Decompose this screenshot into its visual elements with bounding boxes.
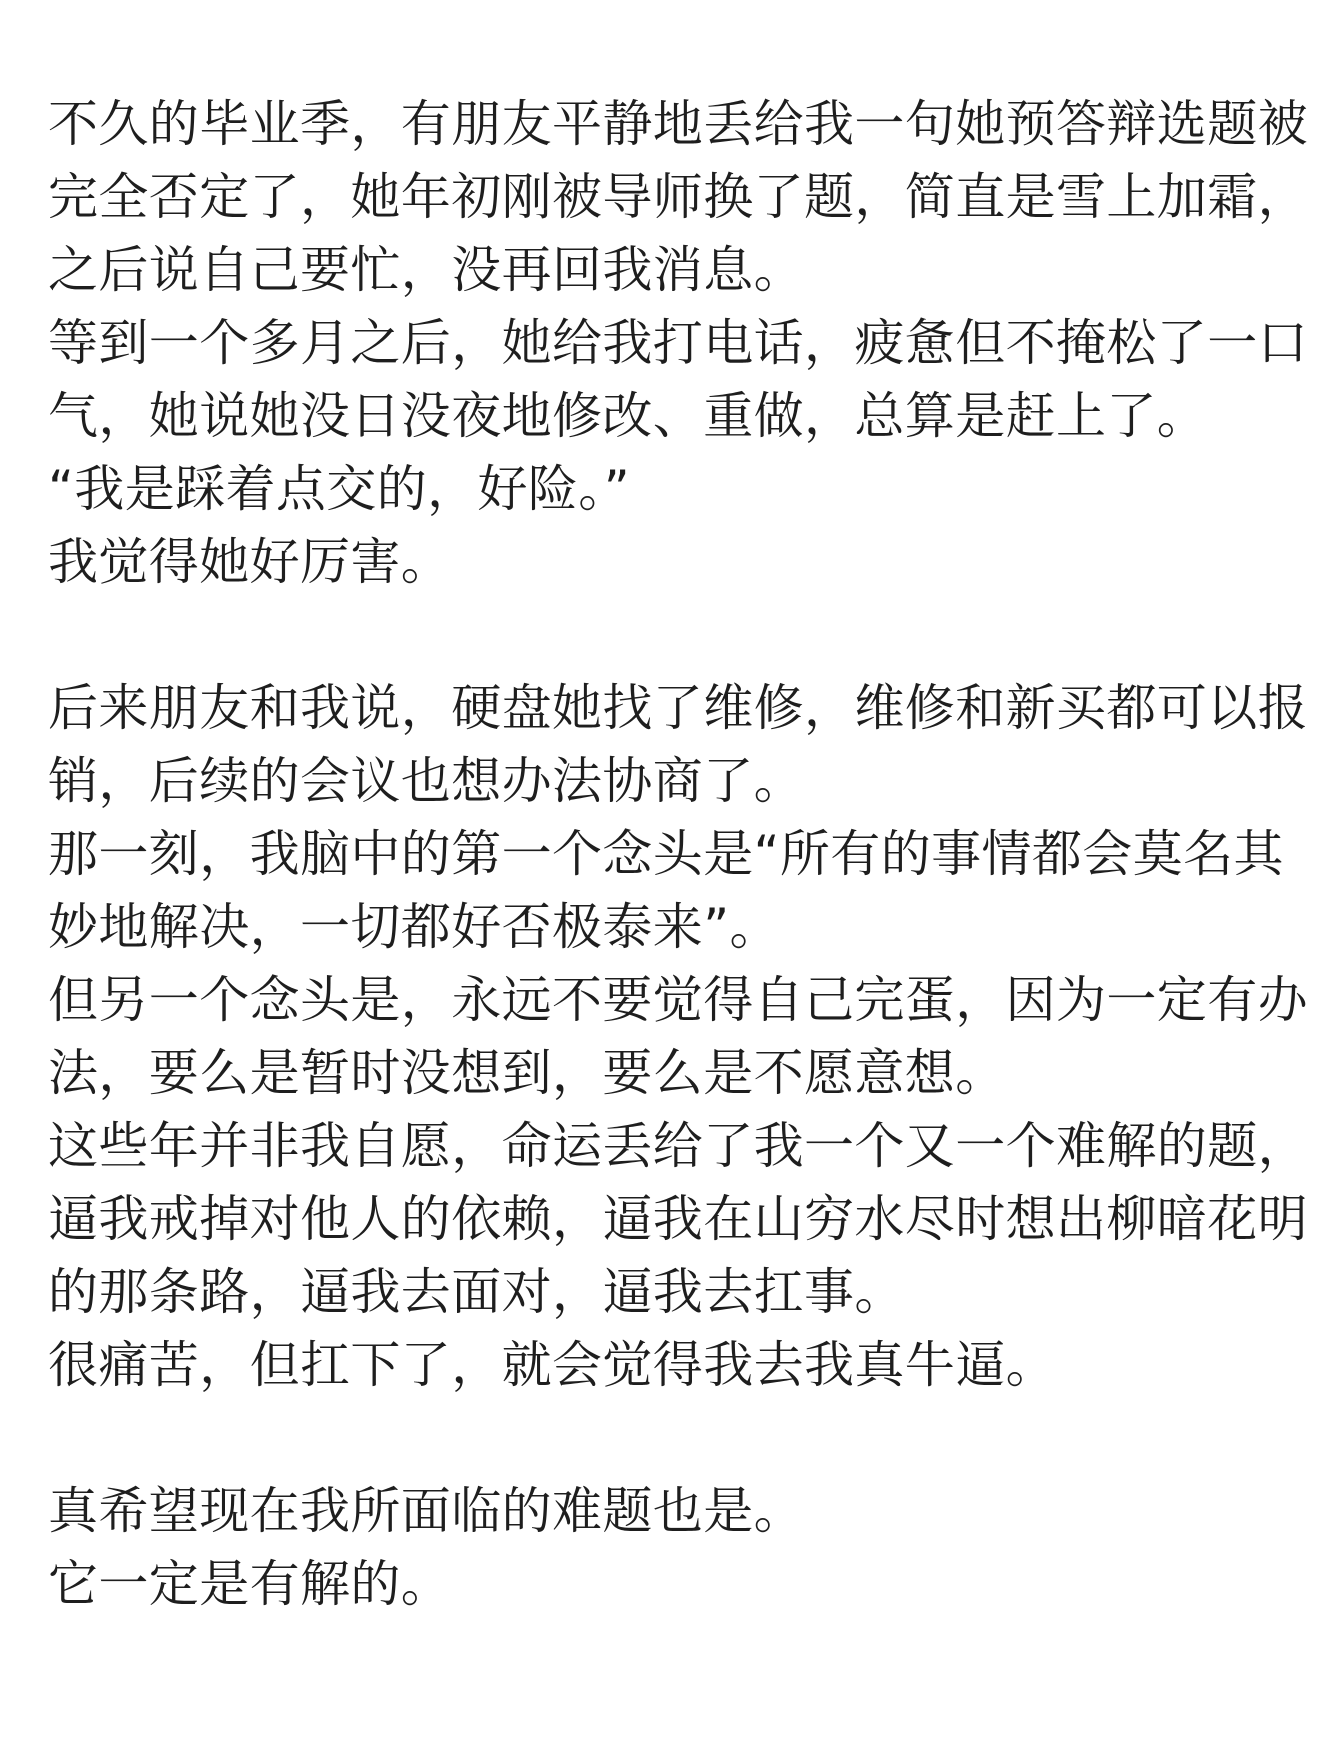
text-line: 我觉得她好厉害。 <box>48 533 452 591</box>
text-line: 法，要么是暂时没想到，要么是不愿意想。 <box>48 1044 1006 1102</box>
text-line: 完全否定了，她年初刚被导师换了题，简直是雪上加霜， <box>48 168 1308 226</box>
paragraph-1 <box>48 88 1308 599</box>
text-line: 等到一个多月之后，她给我打电话，疲惫但不掩松了一口 <box>48 314 1308 372</box>
text-line: 的那条路，逼我去面对，逼我去扛事。 <box>48 1263 905 1321</box>
paragraph-2 <box>48 672 1308 1402</box>
text-line: 销，后续的会议也想办法协商了。 <box>48 752 804 810</box>
text-line: 很痛苦，但扛下了，就会觉得我去我真牛逼。 <box>48 1336 1056 1394</box>
article-body <box>48 88 1308 1621</box>
text-line: 但另一个念头是，永远不要觉得自己完蛋，因为一定有办 <box>48 971 1308 1029</box>
text-line: “我是踩着点交的，好险。” <box>48 460 631 518</box>
text-line: 逼我戒掉对他人的依赖，逼我在山穷水尽时想出柳暗花明 <box>48 1190 1308 1248</box>
text-line: 之后说自己要忙，没再回我消息。 <box>48 241 804 299</box>
paragraph-spacer <box>48 599 1278 672</box>
text-line: 那一刻，我脑中的第一个念头是“所有的事情都会莫名其 <box>48 825 1284 883</box>
text-line: 后来朋友和我说，硬盘她找了维修，维修和新买都可以报 <box>48 679 1308 737</box>
paragraph-spacer <box>48 1402 1278 1475</box>
text-line: 真希望现在我所面临的难题也是。 <box>48 1482 804 1540</box>
text-line: 妙地解决，一切都好否极泰来”。 <box>48 898 780 956</box>
text-line: 气，她说她没日没夜地修改、重做，总算是赶上了。 <box>48 387 1208 445</box>
paragraph-3 <box>48 1475 1278 1621</box>
text-line: 这些年并非我自愿，命运丢给了我一个又一个难解的题， <box>48 1117 1308 1175</box>
text-line: 不久的毕业季，有朋友平静地丢给我一句她预答辩选题被 <box>48 95 1308 153</box>
text-line: 它一定是有解的。 <box>48 1555 452 1613</box>
